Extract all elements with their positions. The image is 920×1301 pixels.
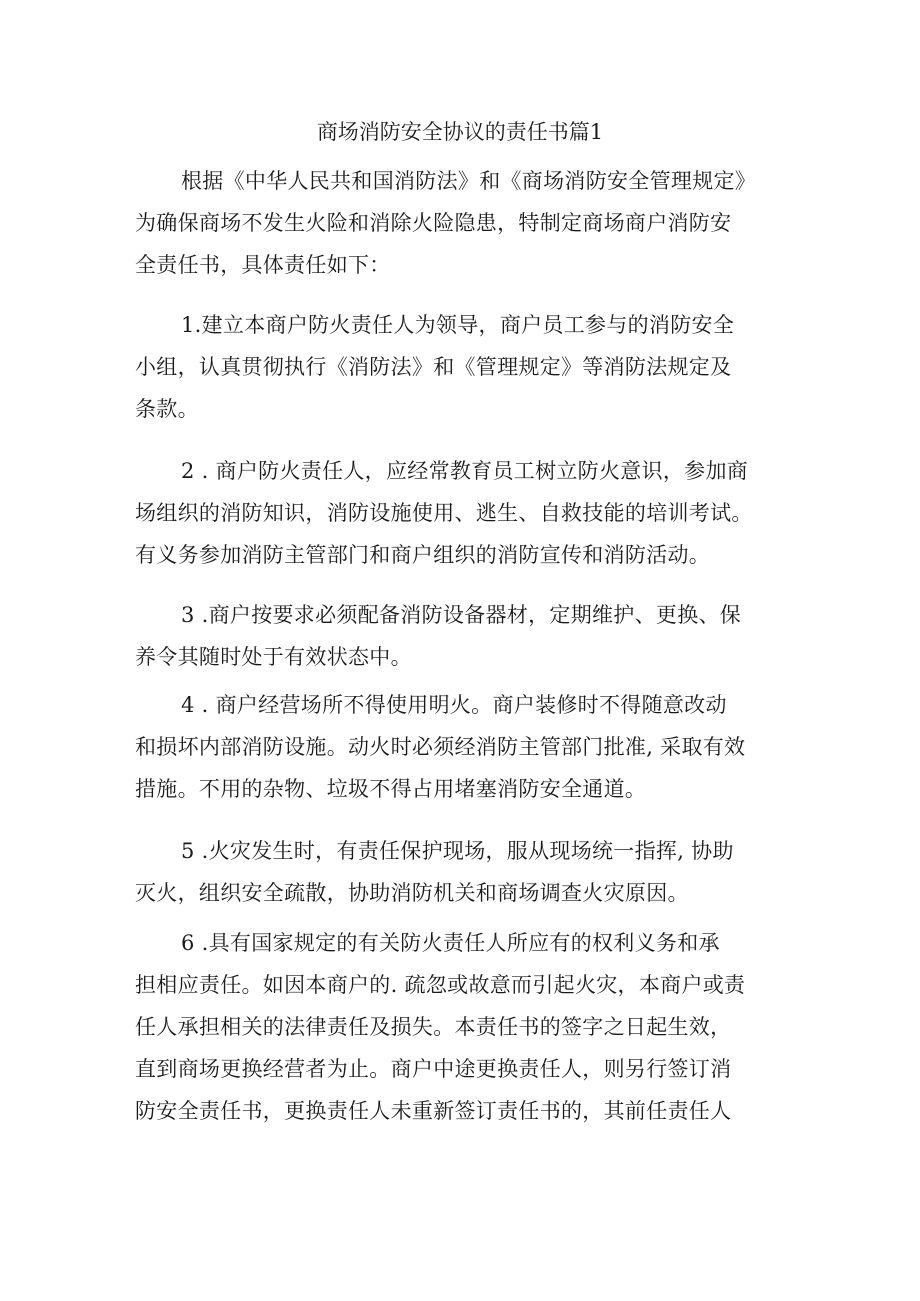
document-title: 商场消防安全协议的责任书篇1 [316, 120, 604, 144]
paragraph-line: 和损坏内部消防设施。动火时必须经消防主管部门批准, 采取有效 [135, 735, 746, 759]
paragraph-line: 条款。 [135, 397, 199, 421]
paragraph-line: 2 . 商户防火责任人，应经常教育员工树立防火意识，参加商 [181, 459, 749, 483]
paragraph-line: 根据《中华人民共和国消防法》和《商场消防安全管理规定》 [181, 169, 757, 193]
paragraph-line: 5 .火灾发生时，有责任保护现场，服从现场统一指挥, 协助 [181, 839, 734, 863]
paragraph-line: 有义务参加消防主管部门和商户组织的消防宣传和消防活动。 [135, 543, 711, 567]
paragraph-line: 任人承担相关的法律责任及损失。本责任书的签字之日起生效， [135, 1015, 732, 1039]
paragraph-line: 3 .商户按要求必须配备消防设备器材，定期维护、更换、保 [181, 603, 742, 627]
paragraph-item-1 [135, 304, 795, 430]
paragraph-item-2 [135, 450, 795, 576]
paragraph-line: 灭火，组织安全疏散，协助消防机关和商场调查火灾原因。 [135, 881, 689, 905]
paragraph-line: 6 .具有国家规定的有关防火责任人所应有的权利义务和承 [181, 931, 720, 955]
paragraph-line: 1.建立本商户防火责任人为领导，商户员工参与的消防安全 [181, 313, 735, 337]
paragraph-line: 为确保商场不发生火险和消除火险隐患，特制定商场商户消防安 [135, 211, 732, 235]
paragraph-item-6 [135, 922, 795, 1132]
paragraph-line: 4 . 商户经营场所不得使用明火。商户装修时不得随意改动 [181, 693, 727, 717]
paragraph-line: 措施。不用的杂物、垃圾不得占用堵塞消防安全通道。 [135, 777, 647, 801]
paragraph-line: 小组，认真贯彻执行《消防法》和《管理规定》等消防法规定及 [135, 355, 732, 379]
paragraph-line: 直到商场更换经营者为止。商户中途更换责任人，则另行签订消 [135, 1057, 732, 1081]
paragraph-item-4 [135, 684, 795, 810]
paragraph-line: 场组织的消防知识，消防设施使用、逃生、自救技能的培训考试。 [135, 501, 753, 525]
paragraph-item-3 [135, 594, 795, 678]
paragraph-line: 养令其随时处于有效状态中。 [135, 645, 412, 669]
paragraph-item-5 [135, 830, 795, 914]
paragraph-line: 全责任书，具体责任如下： [135, 253, 391, 277]
paragraph-line: 担相应责任。如因本商户的. 疏忽或故意而引起火灾，本商户或责 [135, 973, 746, 997]
paragraph-line: 防安全责任书，更换责任人未重新签订责任书的，其前任责任人 [135, 1099, 732, 1123]
paragraph-intro [135, 160, 795, 286]
